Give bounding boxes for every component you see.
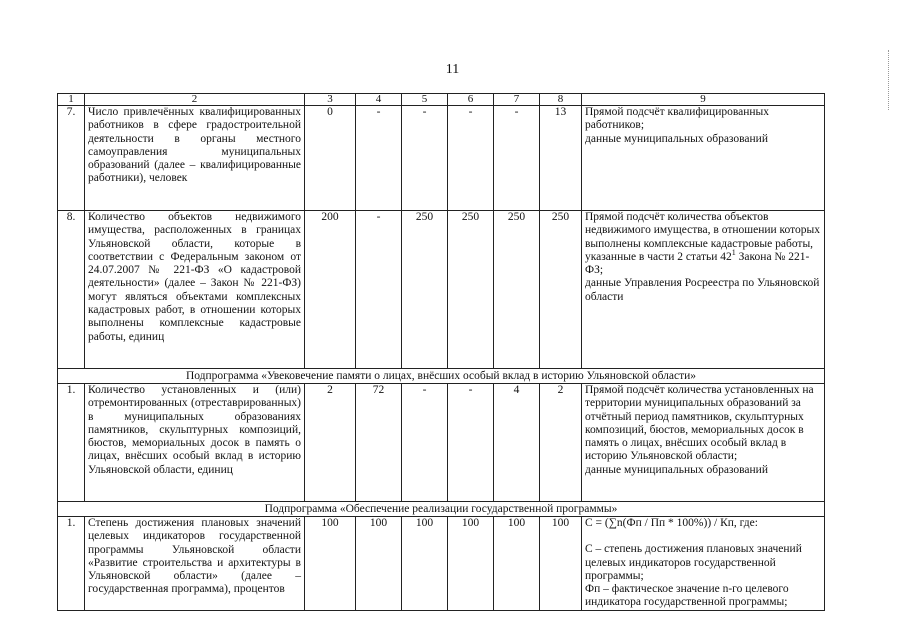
header-row <box>58 94 825 106</box>
table-row <box>58 517 825 611</box>
indicator-description: Степень достижения плановых значений целевых индикаторов государственной программы Ульяновской области «Развитие строительства и архитектуры в Ульяновской области» (далее – государственная программа), процентов <box>85 517 305 611</box>
value-cell: - <box>448 106 494 211</box>
value-cell: - <box>356 106 402 211</box>
method-note <box>582 384 825 502</box>
page-number: 11 <box>445 62 460 77</box>
value-cell: 100 <box>540 517 582 611</box>
value-cell: 200 <box>305 211 356 369</box>
method-note <box>582 211 825 369</box>
value-cell: 100 <box>356 517 402 611</box>
row-number: 7. <box>58 106 85 211</box>
note-line: данные муниципальных образований <box>585 132 768 145</box>
value-cell: - <box>448 384 494 502</box>
value-cell: 2 <box>305 384 356 502</box>
method-note <box>582 517 825 611</box>
note-line: Фп – фактическое значение n-го целевого индикатора государственной программы; <box>585 583 789 609</box>
value-cell: 100 <box>305 517 356 611</box>
note-line: данные Управления Росреестра по Ульяновской области <box>585 277 820 303</box>
formula: С = (∑n(Фп / Пп * 100%)) / Кп, где: <box>585 517 758 529</box>
indicator-description: Количество объектов недвижимого имущества, расположенных в границах Ульяновской области, которые в соответствии с Федеральным законом от 24.07.2007 № 221-ФЗ «О кадастровой деятельности» (далее – Закон № 221-ФЗ) могут являться объектами комплексных кадастровых работ, в отношении которых выполнены комплексные кадастровые работы, единиц <box>85 211 305 369</box>
header-cell: 4 <box>356 94 402 106</box>
value-cell: 250 <box>494 211 540 369</box>
method-note <box>582 106 825 211</box>
value-cell: 2 <box>540 384 582 502</box>
header-cell: 2 <box>85 94 305 106</box>
note-text: Закона № 221-ФЗ; <box>585 250 810 277</box>
header-cell: 9 <box>582 94 825 106</box>
value-cell: 250 <box>540 211 582 369</box>
indicator-description: Число привлечённых квалифицированных работников в сфере градостроительной деятельности в органы местного самоуправления муниципальных образований (далее – квалифицированные работники), человек <box>85 106 305 211</box>
subprogram-title: Подпрограмма «Обеспечение реализации государственной программы» <box>58 502 825 517</box>
value-cell: - <box>402 384 448 502</box>
note-text: Прямой подсчёт количества объектов недвижимого имущества, в отношении которых выполнены комплексные кадастровые работы, указанные в части 2 статьи 42 <box>585 211 820 263</box>
value-cell: 4 <box>494 384 540 502</box>
note-line: С – степень достижения плановых значений целевых индикаторов государственной программы; <box>585 543 802 582</box>
table-row <box>58 211 825 369</box>
note-line: Прямой подсчёт количества установленных на территории муниципальных образований за отчётный период памятников, скульптурных композиций, бюстов, мемориальных досок в память о лицах, внёсших особый вклад в историю Ульяновской области; <box>585 384 814 463</box>
value-cell: 100 <box>448 517 494 611</box>
header-cell: 3 <box>305 94 356 106</box>
header-cell: 1 <box>58 94 85 106</box>
row-number: 8. <box>58 211 85 369</box>
indicator-description: Количество установленных и (или) отремонтированных (отреставрированных) в муниципальных образованиях памятников, скульптурных композиций, бюстов, мемориальных досок в память о лицах, внёсших особый вклад в историю Ульяновской области, единиц <box>85 384 305 502</box>
row-number: 1. <box>58 517 85 611</box>
header-cell: 5 <box>402 94 448 106</box>
subprogram-row <box>58 369 825 384</box>
value-cell: - <box>494 106 540 211</box>
value-cell: 0 <box>305 106 356 211</box>
value-cell: - <box>402 106 448 211</box>
subprogram-row <box>58 502 825 517</box>
value-cell: 13 <box>540 106 582 211</box>
value-cell: 72 <box>356 384 402 502</box>
table-row <box>58 384 825 502</box>
value-cell: 250 <box>402 211 448 369</box>
value-cell: 100 <box>402 517 448 611</box>
value-cell: - <box>356 211 402 369</box>
note-line: данные муниципальных образований <box>585 463 768 476</box>
superscript: 1 <box>731 248 736 258</box>
table-row <box>58 106 825 211</box>
spacer <box>585 530 821 543</box>
header-cell: 6 <box>448 94 494 106</box>
subprogram-title: Подпрограмма «Увековечение памяти о лицах, внёсших особый вклад в историю Ульяновской области» <box>58 369 825 384</box>
header-cell: 7 <box>494 94 540 106</box>
note-line <box>585 211 821 277</box>
value-cell: 100 <box>494 517 540 611</box>
row-number: 1. <box>58 384 85 502</box>
header-cell: 8 <box>540 94 582 106</box>
note-line: Прямой подсчёт квалифицированных работников; <box>585 106 770 132</box>
edge-mark <box>888 50 893 110</box>
value-cell: 250 <box>448 211 494 369</box>
indicators-table <box>57 93 825 611</box>
